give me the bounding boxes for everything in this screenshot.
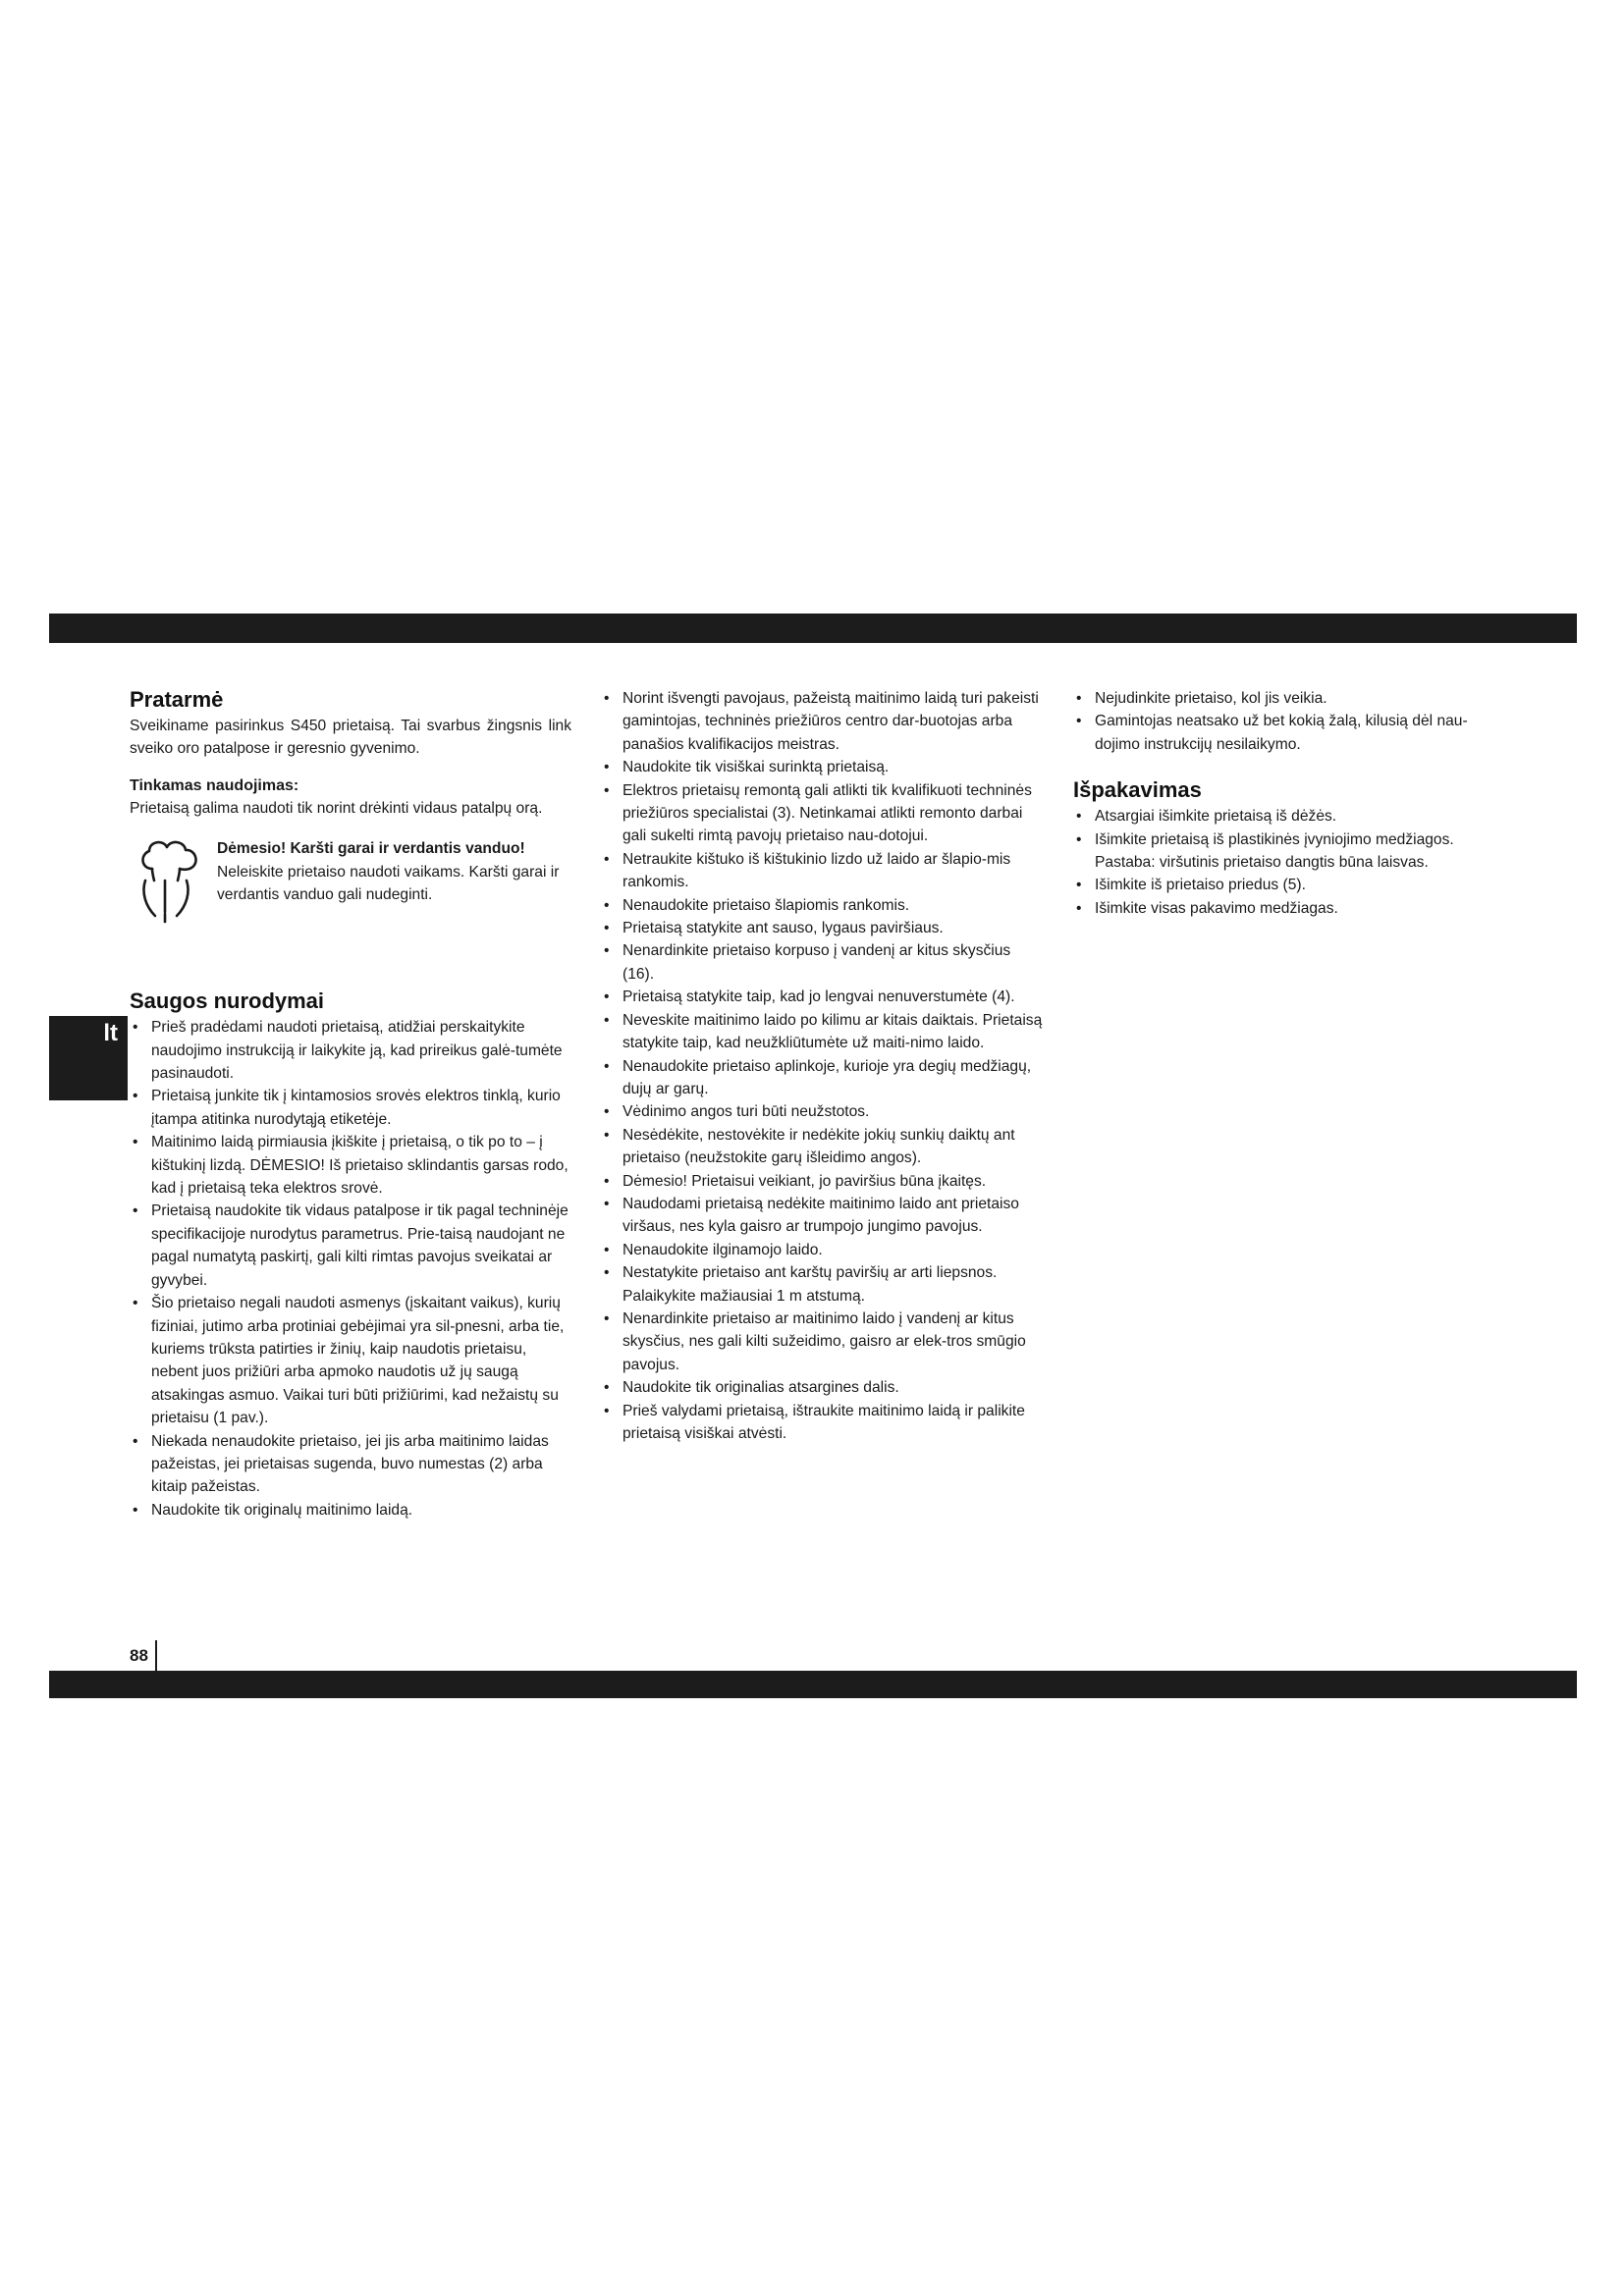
list-item: • Išimkite iš prietaiso priedus (5). (1073, 874, 1505, 896)
tinkamas-text: Prietaisą galima naudoti tik norint drėkinti vidaus patalpų orą. (130, 799, 543, 817)
list-item: • Maitinimo laidą pirmiausia įkiškite į prietaisą, o tik po to – į kištukinį lizdą. DĖMESIO! Iš prietaiso sklindantis garsas rodo, kad į prietaisą teka elektros srovė. (130, 1131, 571, 1200)
list-item: • Prieš valydami prietaisą, ištraukite maitinimo laidą ir palikite prietaisą visiškai atvėsti. (601, 1400, 1043, 1446)
list-item: • Naudokite tik visiškai surinktą prietaisą. (601, 756, 1043, 778)
warning-text-block (217, 837, 570, 906)
list-item: • Nenardinkite prietaiso ar maitinimo laido į vandenį ar kitus skysčius, nes gali kilti sužeidimo, gaisro ar elek-tros smūgio pavojus. (601, 1308, 1043, 1376)
list-item: • Prietaisą naudokite tik vidaus patalpose ir tik pagal techninėje specifikacijoje nurodytus parametrus. Prie-taisą naudojant ne pagal numatytą paskirtį, gali kilti rimtas pavojus sveikatai ar gyvybei. (130, 1200, 571, 1292)
column-3 (1073, 687, 1505, 920)
saugos-list-end (1073, 687, 1505, 756)
list-item: • Šio prietaiso negali naudoti asmenys (įskaitant vaikus), kurių fiziniai, jutimo arba protiniai gebėjimai yra sil-pnesni, arba tie, kuriems trūksta patirties ir žinių, kaip naudotis prietaisu, nebent juos prižiūri arba apmoko naudotis už jų saugą atsakingas asmuo. Vaikai turi būti prižiūrimi, kad nežaistų su prietaisu (1 pav.). (130, 1292, 571, 1429)
hot-steam-warning (130, 837, 571, 963)
list-item: • Naudodami prietaisą nedėkite maitinimo laido ant prietaiso viršaus, nes kyla gaisro ar trumpojo jungimo pavojus. (601, 1193, 1043, 1239)
list-item: • Gamintojas neatsako už bet kokią žalą, kilusią dėl nau-dojimo instrukcijų nesilaikymo. (1073, 710, 1505, 756)
footer-bar (49, 1671, 1577, 1698)
list-item: • Naudokite tik originalias atsargines dalis. (601, 1376, 1043, 1399)
ispakavimas-heading: Išpakavimas (1073, 777, 1202, 803)
list-item: • Prieš pradėdami naudoti prietaisą, atidžiai perskaitykite naudojimo instrukciją ir laikykite ją, kad prireikus galė-tumėte pasinaudoti. (130, 1016, 571, 1085)
list-item: • Elektros prietaisų remontą gali atlikti tik kvalifikuoti techninės priežiūros specialistai (3). Netinkamai atlikti remonto darbai gali sukelti rimtą pavojų prietaiso nau-dotojui. (601, 779, 1043, 848)
list-item: • Išimkite visas pakavimo medžiagas. (1073, 897, 1505, 920)
warning-title: Dėmesio! Karšti garai ir verdantis vanduo! (217, 840, 525, 858)
page-number: 88 (130, 1640, 157, 1671)
pratarme-text: Sveikiname pasirinkus S450 prietaisą. Tai svarbus žingsnis link sveiko oro patalpose ir geresnio gyvenimo. (130, 718, 571, 758)
saugos-heading: Saugos nurodymai (130, 988, 325, 1014)
list-item: • Vėdinimo angos turi būti neužstotos. (601, 1100, 1043, 1123)
list-item: • Nenardinkite prietaiso korpuso į vandenį ar kitus skysčius (16). (601, 939, 1043, 986)
tinkamas-heading: Tinkamas naudojimas: (130, 776, 299, 794)
list-item: • Norint išvengti pavojaus, pažeistą maitinimo laidą turi pakeisti gamintojas, techninės priežiūros centro dar-buotojas arba panašios kvalifikacijos meistras. (601, 687, 1043, 756)
list-item: • Nejudinkite prietaiso, kol jis veikia. (1073, 687, 1505, 710)
list-item: • Dėmesio! Prietaisui veikiant, jo paviršius būna įkaitęs. (601, 1170, 1043, 1193)
list-item: • Neveskite maitinimo laido po kilimu ar kitais daiktais. Prietaisą statykite taip, kad neužkliūtumėte už maiti-nimo laido. (601, 1009, 1043, 1055)
column-1 (130, 687, 571, 1522)
list-item: • Nesėdėkite, nestovėkite ir nedėkite jokių sunkių daiktų ant prietaiso (neužstokite garų išleidimo angos). (601, 1124, 1043, 1170)
saugos-list (130, 1016, 571, 1522)
column-2 (601, 687, 1043, 1445)
list-item: • Išimkite prietaisą iš plastikinės įvyniojimo medžiagos. Pastaba: viršutinis prietaiso dangtis būna laisvas. (1073, 828, 1505, 875)
list-item: • Prietaisą junkite tik į kintamosios srovės elektros tinklą, kurio įtampa atitinka nurodytąją etiketėje. (130, 1085, 571, 1131)
list-item: • Nenaudokite prietaiso šlapiomis rankomis. (601, 894, 1043, 917)
list-item: • Nestatykite prietaiso ant karštų paviršių ar arti liepsnos. Palaikykite mažiausiai 1 m atstumą. (601, 1261, 1043, 1308)
hot-steam-icon (135, 837, 204, 928)
pratarme-heading: Pratarmė (130, 687, 224, 712)
warning-text: Neleiskite prietaiso naudoti vaikams. Karšti garai ir verdantis vanduo gali nudeginti. (217, 863, 560, 904)
list-item: • Netraukite kištuko iš kištukinio lizdo už laido ar šlapio-mis rankomis. (601, 848, 1043, 894)
saugos-list-continued (601, 687, 1043, 1445)
list-item: • Niekada nenaudokite prietaiso, jei jis arba maitinimo laidas pažeistas, jei prietaisas sugenda, buvo numestas (2) arba kitaip pažeistas. (130, 1430, 571, 1499)
ispakavimas-list (1073, 805, 1505, 920)
list-item: • Prietaisą statykite taip, kad jo lengvai nenuverstumėte (4). (601, 986, 1043, 1008)
language-tab: lt (49, 1016, 128, 1100)
list-item: • Atsargiai išimkite prietaisą iš dėžės. (1073, 805, 1505, 828)
list-item: • Prietaisą statykite ant sauso, lygaus paviršiaus. (601, 917, 1043, 939)
header-bar (49, 614, 1577, 643)
list-item: • Naudokite tik originalų maitinimo laidą. (130, 1499, 571, 1522)
list-item: • Nenaudokite prietaiso aplinkoje, kurioje yra degių medžiagų, dujų ar garų. (601, 1055, 1043, 1101)
list-item: • Nenaudokite ilginamojo laido. (601, 1239, 1043, 1261)
